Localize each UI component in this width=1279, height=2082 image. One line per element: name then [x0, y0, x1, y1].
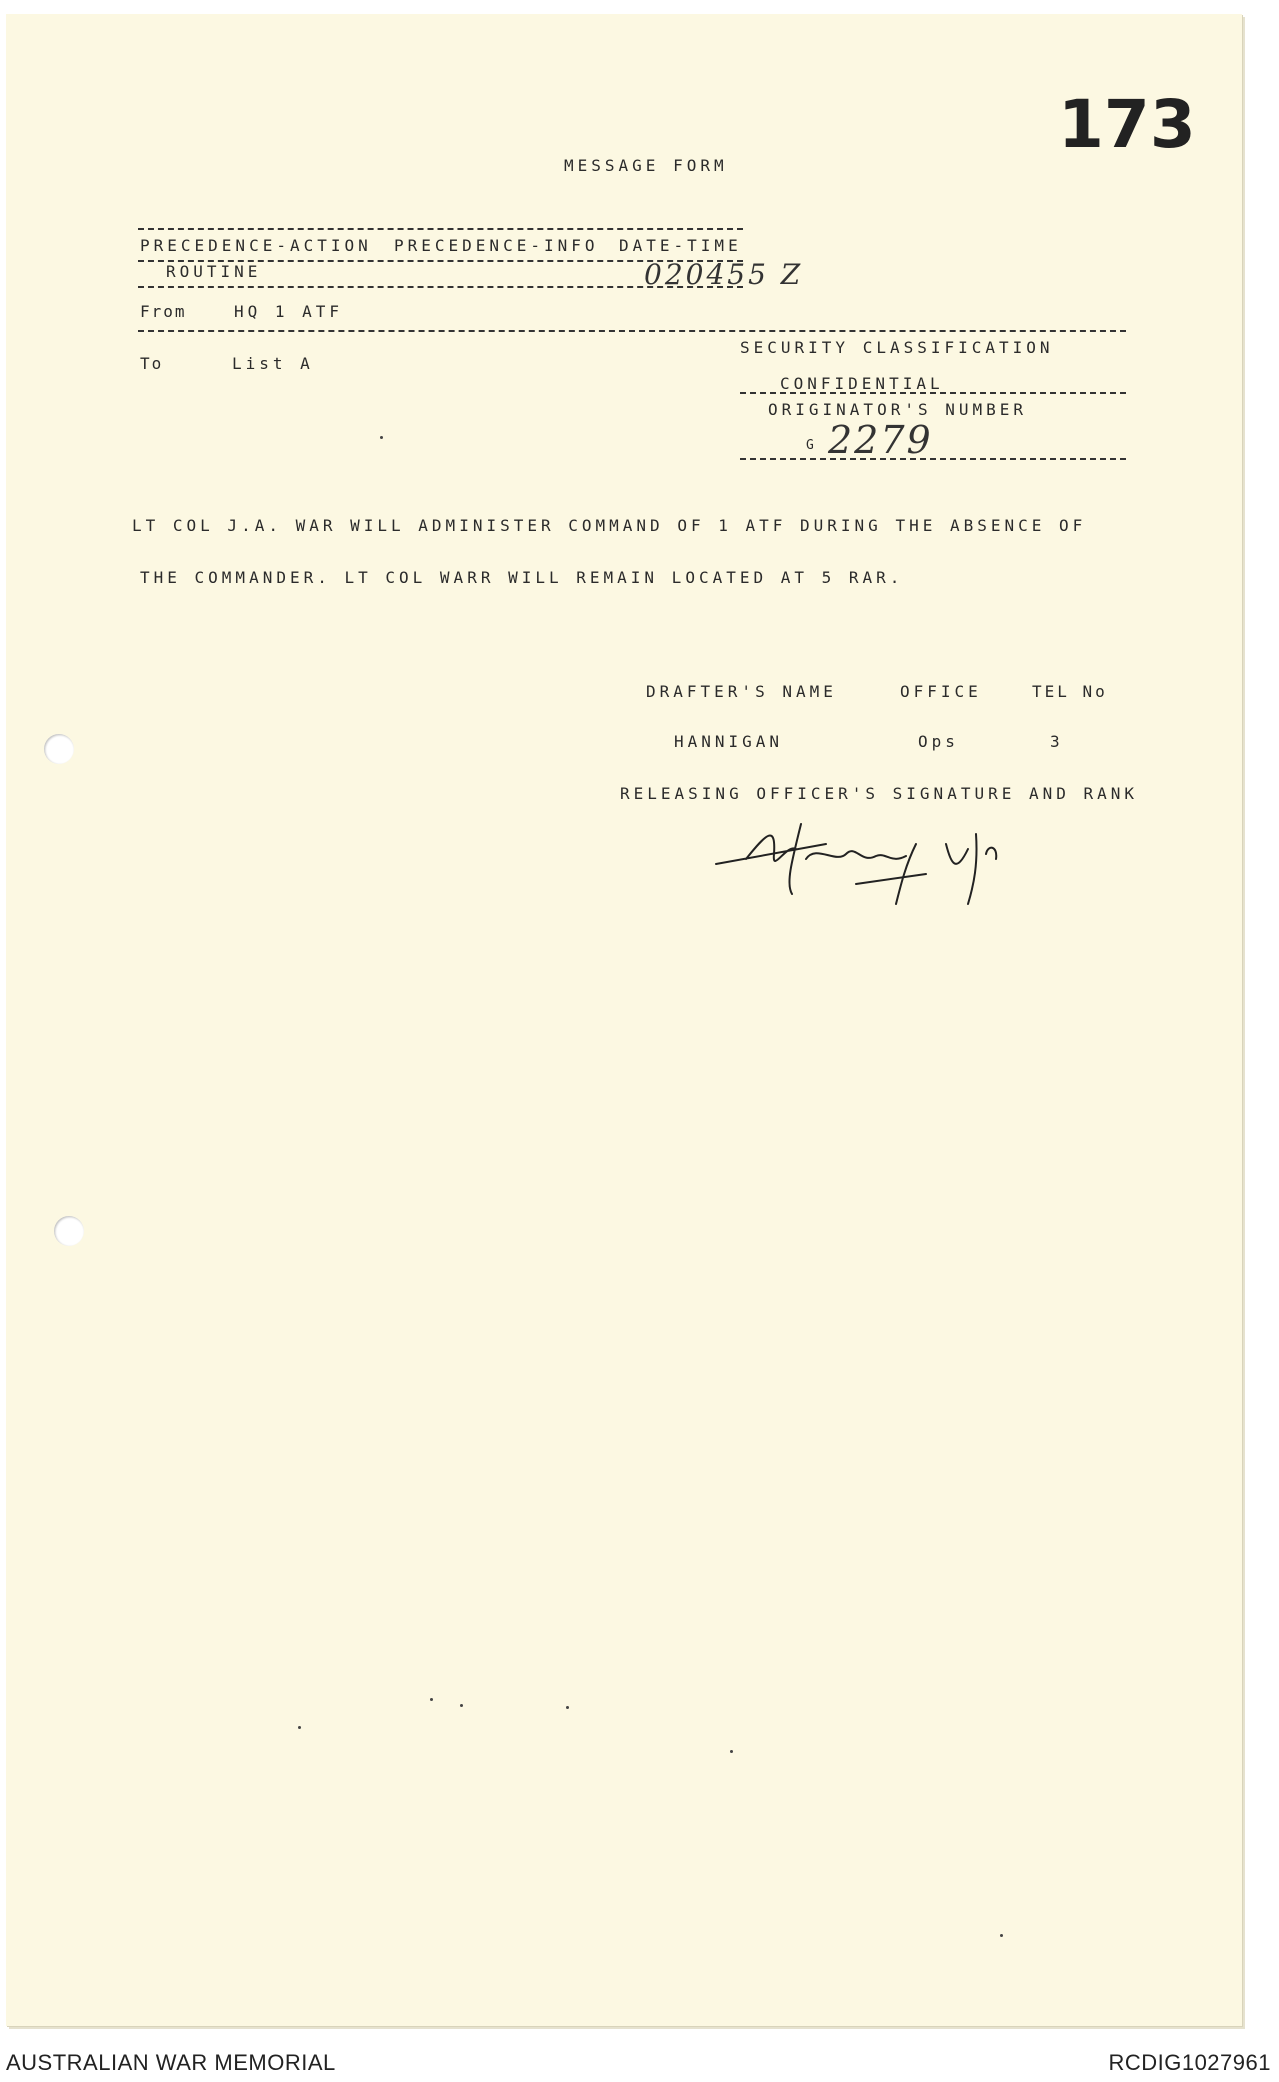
message-line-2: THE COMMANDER. LT COL WARR WILL REMAIN LOCATED AT 5 RAR.: [140, 568, 904, 587]
originators-rule: [740, 458, 1126, 460]
originators-number-prefix: G: [806, 438, 818, 453]
drafters-name-value: HANNIGAN: [674, 732, 784, 751]
speck: [1000, 1934, 1003, 1937]
tel-value: 3: [1050, 732, 1064, 751]
tel-label: TEL No: [1032, 682, 1108, 701]
page-number: 173: [1058, 86, 1196, 163]
security-classification-label: SECURITY CLASSIFICATION: [740, 338, 1054, 357]
speck: [430, 1698, 433, 1701]
form-title: MESSAGE FORM: [564, 156, 728, 175]
releasing-officer-signature: [706, 804, 1126, 914]
precedence-info-label: PRECEDENCE-INFO: [394, 236, 599, 255]
security-classification-value: CONFIDENTIAL: [780, 374, 944, 393]
punch-hole-top: [44, 734, 74, 764]
speck: [298, 1726, 301, 1729]
footer-right: RCDIG1027961: [1108, 2050, 1271, 2075]
header-top-rule: [138, 228, 743, 230]
originators-number-value: 2279: [828, 418, 933, 462]
office-value: Ops: [918, 732, 959, 751]
from-label: From: [140, 302, 187, 321]
from-value: HQ 1 ATF: [234, 302, 344, 321]
speck: [566, 1706, 569, 1709]
date-time-label: DATE-TIME: [619, 236, 742, 255]
punch-hole-bottom: [54, 1216, 84, 1246]
speck: [380, 436, 383, 439]
to-value: List A: [232, 354, 314, 373]
to-label: To: [140, 354, 164, 373]
speck: [730, 1750, 733, 1753]
precedence-action-label: PRECEDENCE-ACTION: [140, 236, 372, 255]
precedence-action-value: ROUTINE: [166, 262, 262, 281]
header-bottom-rule: [138, 286, 743, 288]
speck: [460, 1704, 463, 1707]
message-form-page: [6, 14, 1242, 2026]
releasing-officer-label: RELEASING OFFICER'S SIGNATURE AND RANK: [620, 784, 1139, 803]
originators-number-label: ORIGINATOR'S NUMBER: [768, 400, 1028, 419]
security-rule: [740, 392, 1126, 394]
office-label: OFFICE: [900, 682, 982, 701]
footer-left: AUSTRALIAN WAR MEMORIAL: [6, 2050, 336, 2075]
from-to-rule: [138, 330, 1126, 332]
drafters-name-label: DRAFTER'S NAME: [646, 682, 837, 701]
message-line-1: LT COL J.A. WAR WILL ADMINISTER COMMAND OF 1 ATF DURING THE ABSENCE OF: [132, 516, 1087, 535]
date-time-value: 020455 Z: [644, 258, 804, 291]
